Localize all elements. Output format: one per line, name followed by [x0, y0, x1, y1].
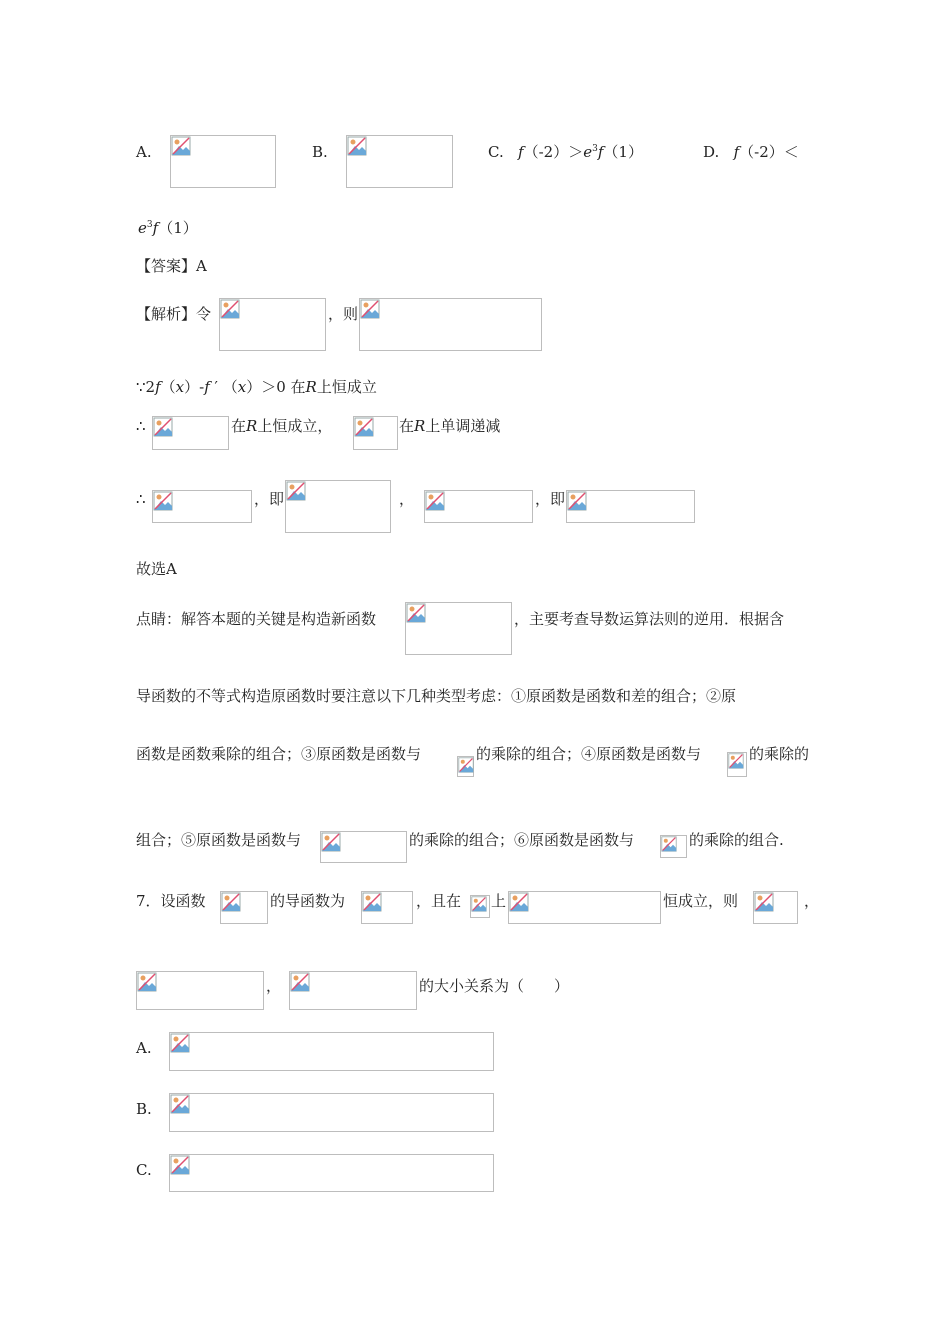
broken-image-icon	[509, 892, 529, 912]
therefore-text	[231, 416, 332, 436]
broken-image-placeholder	[289, 971, 417, 1010]
option-a-label: A.	[136, 143, 152, 161]
option-c-text: （-2）＞	[523, 143, 584, 161]
choice-c-label: C.	[136, 1161, 152, 1179]
broken-image-placeholder	[727, 752, 747, 777]
question-7-start: 7．设函数	[136, 892, 206, 910]
broken-image-icon	[153, 417, 173, 437]
broken-image-icon	[220, 299, 240, 319]
question-7-relation: 的大小关系为（ ）	[419, 977, 570, 995]
broken-image-icon	[425, 491, 445, 511]
r-symbol: R	[305, 378, 317, 396]
broken-image-placeholder	[359, 298, 542, 351]
f-symbol: f	[204, 378, 210, 396]
text: 在	[399, 417, 415, 435]
broken-image-icon	[354, 417, 374, 437]
tip-line-2: 导函数的不等式构造原函数时要注意以下几种类型考虑：①原函数是函数和差的组合；②原	[136, 687, 737, 705]
broken-image-icon	[347, 136, 367, 156]
broken-image-icon	[661, 836, 677, 852]
option-d-continued	[138, 218, 198, 238]
r-symbol: R	[414, 417, 426, 435]
answer-line: 【答案】A	[136, 257, 207, 275]
analysis-label: 【解析】令	[136, 305, 212, 323]
broken-image-icon	[171, 136, 191, 156]
broken-image-icon	[170, 1033, 190, 1053]
broken-image-icon	[221, 892, 241, 912]
f-symbol: f	[597, 143, 604, 161]
broken-image-placeholder	[405, 602, 512, 655]
comma-ji: ，即	[254, 490, 285, 508]
broken-image-placeholder	[320, 831, 407, 863]
exponent: 3	[146, 220, 153, 230]
option-c-end: （1）	[603, 143, 643, 161]
broken-image-icon	[362, 892, 382, 912]
tip-line-3-a: 函数是函数乘除的组合；③原函数是函数与	[136, 745, 422, 763]
broken-image-placeholder	[152, 416, 229, 450]
because-text: （	[160, 378, 176, 396]
option-d-end: （1）	[158, 219, 198, 237]
therefore-symbol: ∴	[136, 490, 146, 508]
analysis-then: ，则	[328, 305, 359, 323]
choose-answer: 故选A	[136, 560, 177, 578]
broken-image-icon	[567, 491, 587, 511]
therefore-text-2	[399, 416, 500, 436]
x-symbol: x	[175, 378, 185, 396]
broken-image-icon	[728, 753, 744, 769]
broken-image-icon	[170, 1155, 190, 1175]
tip-line-3-c: 的乘除的	[749, 745, 810, 763]
tip-line-3-b: 的乘除的组合；④原函数是函数与	[476, 745, 702, 763]
because-text: ∵2	[136, 378, 156, 396]
comma-ji: ，即	[535, 490, 566, 508]
option-d	[703, 142, 799, 162]
tip-line-4-b: 的乘除的组合；⑥原函数是函数与	[409, 831, 635, 849]
broken-image-placeholder	[285, 480, 391, 533]
question-7-on: 上	[491, 892, 507, 910]
f-symbol: f	[733, 143, 740, 161]
broken-image-icon	[471, 896, 487, 912]
r-symbol: R	[246, 417, 258, 435]
broken-image-placeholder	[219, 298, 326, 351]
therefore-symbol: ∴	[136, 417, 146, 435]
broken-image-placeholder	[353, 416, 398, 450]
broken-image-placeholder	[152, 490, 252, 523]
because-text: ′ （	[209, 378, 238, 396]
tip-line-1-start: 点睛：解答本题的关键是构造新函数	[136, 610, 377, 628]
because-text: ）-	[184, 378, 205, 396]
broken-image-icon	[153, 491, 173, 511]
broken-image-placeholder	[169, 1093, 494, 1132]
because-text: ）＞0 在	[246, 378, 306, 396]
question-7-holds: 恒成立，则	[663, 892, 739, 910]
option-d-text: （-2）＜	[739, 143, 799, 161]
option-c	[488, 142, 643, 162]
because-line	[136, 377, 377, 397]
broken-image-icon	[406, 603, 426, 623]
broken-image-placeholder	[753, 891, 798, 924]
broken-image-placeholder	[169, 1154, 494, 1192]
text: 在	[231, 417, 247, 435]
broken-image-icon	[290, 972, 310, 992]
comma: ，	[266, 977, 282, 995]
broken-image-placeholder	[169, 1032, 494, 1071]
option-c-label: C.	[488, 143, 504, 161]
comma: ，	[399, 490, 415, 508]
e-symbol: e	[583, 143, 593, 161]
tip-line-4-a: 组合；⑤原函数是函数与	[136, 831, 302, 849]
broken-image-icon	[321, 832, 341, 852]
tip-line-1-end: ，主要考查导数运算法则的逆用．根据含	[514, 610, 785, 628]
broken-image-placeholder	[508, 891, 661, 924]
broken-image-placeholder	[136, 971, 264, 1010]
option-b-label: B.	[312, 143, 328, 161]
broken-image-placeholder	[361, 891, 413, 924]
broken-image-placeholder	[346, 135, 453, 188]
broken-image-placeholder	[170, 135, 276, 188]
broken-image-icon	[360, 299, 380, 319]
broken-image-icon	[754, 892, 774, 912]
choice-b-label: B.	[136, 1100, 152, 1118]
broken-image-placeholder	[566, 490, 695, 523]
text: 上单调递减	[425, 417, 501, 435]
broken-image-placeholder	[470, 895, 490, 918]
broken-image-icon	[458, 757, 474, 773]
exponent: 3	[592, 144, 598, 154]
e-symbol: e	[138, 219, 147, 237]
choice-a-label: A.	[136, 1039, 152, 1057]
because-text: 上恒成立	[316, 378, 377, 396]
f-symbol: f	[152, 219, 159, 237]
text: 上恒成立，	[257, 417, 333, 435]
question-7-deriv: 的导函数为	[270, 892, 346, 910]
f-symbol: f	[518, 143, 524, 161]
broken-image-icon	[137, 972, 157, 992]
broken-image-placeholder	[220, 891, 268, 924]
f-symbol: f	[155, 378, 161, 396]
option-d-label: D.	[703, 143, 720, 161]
broken-image-placeholder	[457, 756, 474, 777]
broken-image-placeholder	[660, 835, 687, 858]
broken-image-icon	[286, 481, 306, 501]
broken-image-icon	[170, 1094, 190, 1114]
question-7-and: ，且在	[416, 892, 462, 910]
broken-image-placeholder	[424, 490, 533, 523]
tip-line-4-c: 的乘除的组合.	[689, 831, 784, 849]
comma: ，	[804, 892, 820, 910]
x-symbol: x	[237, 378, 247, 396]
